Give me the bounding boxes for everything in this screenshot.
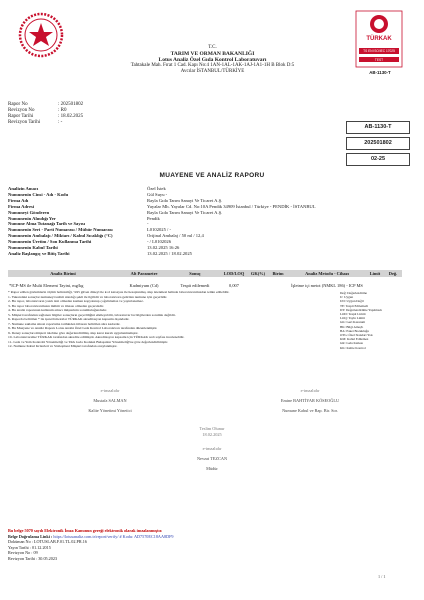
column-header: LOD/LOQ <box>220 270 248 277</box>
accreditation-code-box: AB-1130-T <box>346 121 410 134</box>
info-row <box>8 251 403 257</box>
legend-entry: DT: Değerlendirilme Yapılmadı <box>340 307 382 312</box>
info-value: Gül Suyu - <box>147 191 168 197</box>
legend-entry: U: Uygun <box>340 295 354 300</box>
report-title: MUAYENE VE ANALİZ RAPORU <box>159 172 265 179</box>
note-line: 6- Raporda belirtilen * ile işaretli metotlar TÜRKAK akreditasyon kapsamı dışındadır. <box>8 317 130 321</box>
legend-entry: OTG: Özel Standart Yok <box>340 333 373 338</box>
signature-status: e-imzalıdır <box>300 388 320 393</box>
signature-status: e-imzalıdır <box>100 388 120 393</box>
info-value: Özel İstek <box>147 186 166 191</box>
note-line: * Rapor edilen gözlemlerin ölçüm belirsizliği, %95 güven düzeyi ile k=2 katsayısı ile hesaplanmış olup istenmesi halinde laboratuvarımızdan temin edilebilir. <box>8 290 230 294</box>
delivery-date: 18.02.2025 <box>202 432 222 437</box>
meta-value: : 202501802 <box>58 102 84 107</box>
revision-date: Revizyon Tarihi : 30.05.2023 <box>8 555 58 561</box>
column-header: Birim <box>268 270 288 277</box>
verification-label: Belge Doğrulama Linki : <box>8 533 53 539</box>
signer-role: Müdür <box>206 466 218 471</box>
report-meta <box>8 102 83 126</box>
info-label: Analiz Başlangıç ve Bitiş Tarihi <box>8 250 70 256</box>
legend-entry: KK: Kalite Kontrol <box>340 345 366 350</box>
legend-entry: TE: Tespit Edilemedi <box>340 303 369 308</box>
info-label: Numunenin Ambalajı / Miktarı / Kabul Sıcaklığı (°C) <box>8 233 113 239</box>
info-label: Numunenin Alındığı Yer <box>8 215 56 221</box>
note-line: 8- Bu Muayene ve Analiz Raporu Lotus Analiz Özel Gıda Kontrol Laboratuvarı tarafından düzenlenmiştir. <box>8 326 158 330</box>
table-cell: 0,007 <box>229 282 239 288</box>
column-header: Analiz Metodu - Cihazı <box>288 270 366 277</box>
info-label: Firma Adı <box>8 197 29 203</box>
note-line: 11- Gıda ve Yem Kontrolü Yönetmeliği ve Türk Gıda Kodeksi Bulaşanlar Yönetmeliği'ne göre değerlendirilmiştir. <box>8 339 169 344</box>
abbreviation-legend <box>340 291 420 350</box>
header-ministry: TARIM VE ORMAN BAKANLIĞI <box>170 51 255 57</box>
sample-info <box>8 186 403 257</box>
page-number: 1 / 1 <box>378 574 386 579</box>
column-header: Alt Parametre <box>118 270 170 277</box>
legend-entry: BA: Paket Bozukluğu <box>340 328 369 333</box>
info-label: Analizin Amacı <box>8 186 39 191</box>
legend-entry: GR: Gıda Katkısı <box>340 341 364 346</box>
signature-block-left <box>40 386 180 416</box>
column-header: Değ. <box>384 270 402 277</box>
turkak-standard: TS EN ISO/IEC 17025 <box>363 49 395 53</box>
info-label: Numuneyi Gönderen <box>8 209 50 215</box>
verification-link[interactable]: https://lotusanaliz.com.tr/report/verify/ # Kodu: AD7570EC18AA8DF9 <box>53 533 174 539</box>
note-line: 5- Müşteri tarafından sağlanan bilgiler sonuçların geçerliliğini etkileyebilir, laboratuvar bu bilgilerden sorumlu değildir. <box>8 312 176 317</box>
header-address-line-2: Avcılar İSTANBUL/TÜRKİYE <box>180 69 245 74</box>
signer-name: Mustafa SALMAN <box>93 398 127 403</box>
report-meta-row <box>8 120 83 126</box>
signature-block-right <box>230 386 390 416</box>
info-value: Rayla Gıda Tarım Sanayi Ve Ticaret A.Ş. <box>147 197 223 203</box>
legend-entry: LOD: Tespit Limiti <box>340 312 366 317</box>
report-number-box: 202501802 <box>346 137 410 150</box>
signature-status: e-imzalıdır <box>202 446 222 451</box>
info-value: Rayla Gıda Tarım Sanayi Ve Ticaret A.Ş. <box>147 209 223 215</box>
column-header: GK(%) <box>248 270 268 277</box>
signer-name: Nevzat TEZCAN <box>196 456 228 461</box>
info-value: - / L0102026 <box>147 239 171 245</box>
signer-name: Emine BAHTİYAR KÖSEOĞLU <box>280 398 340 403</box>
report-notes <box>8 290 308 349</box>
accreditation-code-under-logo: AB-1130-T <box>369 70 391 75</box>
info-value: Pendik <box>147 215 160 221</box>
table-header-row <box>8 270 402 277</box>
table-cell: Kadmiyum (Cd) <box>129 282 159 288</box>
info-value: L0102025 / - <box>147 227 171 233</box>
meta-value: : 18.02.2025 <box>58 114 84 119</box>
info-label: Numunenin Üretim / Son Kullanma Tarihi <box>8 239 92 245</box>
info-label: Firma Adresi <box>8 203 35 209</box>
note-line: 4- Bu analiz raporunun kullanım amacı müşterinin sorumluluğundadır. <box>8 308 107 312</box>
delivery-label: Teslim Olunur <box>199 426 225 431</box>
note-line: 2- Bu rapor, laboratuvarın yazılı izni olmadan kısmen kopyalanıp çoğaltılamaz ve yayınlanamaz. <box>8 299 144 303</box>
info-label: Numunenin Cinsi - Adı - Kodu <box>8 191 69 197</box>
info-value: 13.02.2025 16:26 <box>147 245 180 251</box>
info-value: - <box>147 221 149 227</box>
meta-label: Rapor Tarihi <box>8 114 34 119</box>
info-value: Orijinal Ambalaj / 50 ml / 12,4 <box>147 233 204 239</box>
column-header: Analiz Birimi <box>8 270 118 277</box>
signer-role: Numune Kabul ve Rap. Bir. Sor. <box>282 408 338 413</box>
legend-entry: UD: Uygun Değil <box>340 299 364 304</box>
note-line: 10- Laboratuvarımız TÜRKAK tarafından akredite edilmiştir. Akreditasyon kapsamı için TÜRKAK web sayfası incelenebilir. <box>8 335 185 339</box>
legend-entry: KM: Kabul Edilemez <box>340 337 369 342</box>
info-value: Yayalar Mh. Yayalar Cd. No:10A Pendik 34909 İstanbul / Türkiye - PENDİK - İSTANBUL <box>147 203 316 209</box>
meta-value: : - <box>58 120 63 125</box>
column-header: Sonuç <box>170 270 220 277</box>
lab-header <box>110 45 315 75</box>
note-line: 7- Numune saklama süresi raporlama tarihinden itibaren belirtilen süre kadardır. <box>8 321 121 326</box>
legend-entry: BK: Bilgi Amaçlı <box>340 324 364 329</box>
info-value: 13.02.2025 / 18.02.2025 <box>147 250 192 256</box>
info-label: Numunenin Kabul Tarihi <box>8 245 58 251</box>
note-line: 3- Bu rapor laboratuvarımızın mühür ve imzası olmadan geçersizdir. <box>8 303 104 308</box>
revision-number: Revizyon No : 09 <box>8 550 38 556</box>
turkak-test: TEST <box>374 58 384 62</box>
header-tc: T.C. <box>208 45 217 50</box>
table-cell: İşletme içi metot (NMKL 186) - ICP MS <box>291 282 363 288</box>
document-number: Doküman No : LOTUSLAB.F.01.TL.02.PR.16 <box>8 539 87 545</box>
info-label: Numune Alma Tutanağı Tarih ve Sayısı <box>8 221 85 227</box>
info-label: Numunenin Seri - Parti Numarası / Mühür Numarası <box>8 227 113 233</box>
note-line: 9- Deney sonuçları müşteri talebine göre değerlendirilmiş olup karar kuralı uygulanmamıştır. <box>8 330 139 335</box>
ministry-logo <box>16 10 66 60</box>
note-line: 1- Yukarıdaki sonuçlar numuneyi teslim alındığı şekli ile ilgilidir ve laboratuvara getirilen numune için geçerlidir. <box>8 294 168 299</box>
column-header: Limit <box>366 270 384 277</box>
signer-role: Kalite Yönetimi Yönetici <box>88 408 132 413</box>
turkak-logo <box>355 10 403 68</box>
report-date-box: 02-25 <box>346 153 410 166</box>
table-cell: Tespit edilemedi <box>180 282 210 288</box>
meta-label: Revizyon Tarihi <box>8 120 41 125</box>
signature-block-center <box>142 444 282 474</box>
e-signature-notice: Bu belge 5070 sayılı Elektronik İmza Kanunun gereği elektronik olarak imzalanmıştır. <box>8 528 163 533</box>
legend-entry: GK: Geri Kazanım <box>340 320 366 325</box>
note-line: 12- Numune Kabul Kriterleri ve Sözleşmesi Müşteri tarafından onaylanmıştır. <box>8 344 118 348</box>
legend-entry: LOQ: Tayin Limiti <box>340 316 365 321</box>
meta-label: Revizyon No <box>8 108 35 113</box>
legend-entry: Değ: Değerlendirme <box>340 291 368 295</box>
document-footer <box>8 528 388 562</box>
delivery-note <box>142 426 282 438</box>
meta-value: : R0 <box>58 108 67 113</box>
meta-label: Rapor No <box>8 102 28 107</box>
table-cell: *ICP-MS ile Multi Element Tayini, mg/kg <box>9 282 84 288</box>
publication-date: Yayın Tarihi : 01.12.2015 <box>8 544 51 550</box>
turkak-name: TÜRKAK <box>366 36 392 42</box>
header-lab-name: Lotus Analiz Özel Gıda Kontrol Laboratuvarı <box>158 57 267 63</box>
header-address-line-1: Tahtakale Mah. Fırat 1 Cad. Kapı No:4 1AN-1AL-1AK-1AJ-1A1-1H B Blok D:5 <box>130 63 295 68</box>
